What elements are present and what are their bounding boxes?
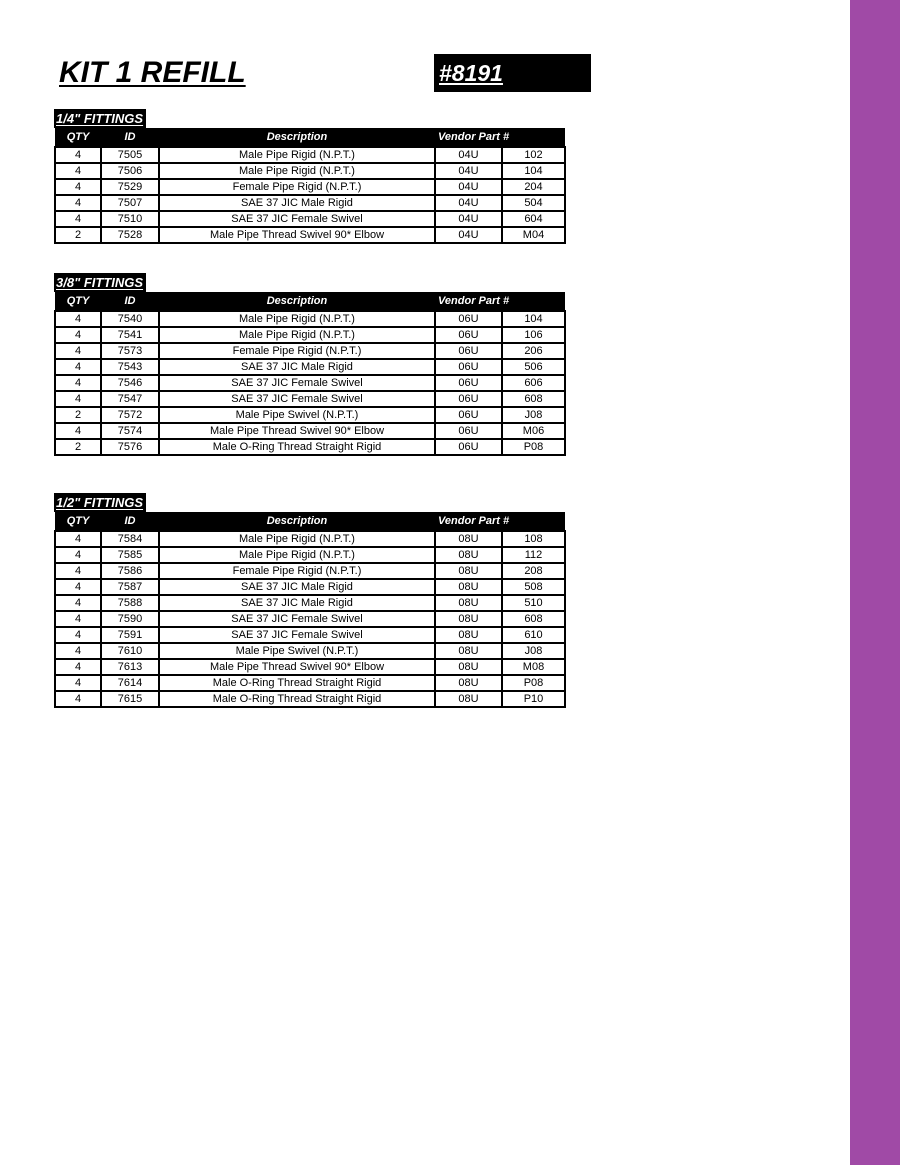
table-row (55, 627, 565, 643)
description-cell: Female Pipe Rigid (N.P.T.) (159, 563, 435, 579)
id-cell: 7547 (101, 391, 159, 407)
vendor-part-cell: 208 (502, 563, 565, 579)
description-cell: Male Pipe Swivel (N.P.T.) (159, 407, 435, 423)
vendor-prefix-cell: 06U (435, 359, 502, 375)
vendor-part-cell: 504 (502, 195, 565, 211)
vendor-part-header: Vendor Part # (435, 512, 565, 531)
description-cell: Male Pipe Rigid (N.P.T.) (159, 147, 435, 163)
vendor-part-cell: 102 (502, 147, 565, 163)
description-cell: SAE 37 JIC Female Swivel (159, 211, 435, 227)
description-cell: SAE 37 JIC Male Rigid (159, 195, 435, 211)
description-header: Description (159, 128, 435, 147)
vendor-part-cell: 206 (502, 343, 565, 359)
id-cell: 7543 (101, 359, 159, 375)
vendor-part-cell: 108 (502, 531, 565, 547)
description-cell: SAE 37 JIC Female Swivel (159, 627, 435, 643)
description-cell: Male Pipe Swivel (N.P.T.) (159, 643, 435, 659)
table-row (55, 391, 565, 407)
description-cell: Male Pipe Thread Swivel 90* Elbow (159, 659, 435, 675)
table-row (55, 579, 565, 595)
vendor-part-cell: 604 (502, 211, 565, 227)
qty-header: QTY (55, 512, 101, 531)
qty-header: QTY (55, 128, 101, 147)
section-three-eighths-inch (54, 273, 564, 456)
id-cell: 7505 (101, 147, 159, 163)
description-cell: Male Pipe Rigid (N.P.T.) (159, 547, 435, 563)
table-row (55, 179, 565, 195)
vendor-prefix-cell: 06U (435, 375, 502, 391)
vendor-part-cell: M04 (502, 227, 565, 243)
section-quarter-inch (54, 109, 564, 244)
vendor-prefix-cell: 04U (435, 195, 502, 211)
vendor-prefix-cell: 08U (435, 579, 502, 595)
vendor-part-cell: 106 (502, 327, 565, 343)
description-cell: Female Pipe Rigid (N.P.T.) (159, 179, 435, 195)
id-cell: 7614 (101, 675, 159, 691)
section-title-bar (54, 109, 564, 128)
description-cell: Male O-Ring Thread Straight Rigid (159, 675, 435, 691)
table-row (55, 595, 565, 611)
section-title: 1/4" FITTINGS (54, 109, 146, 128)
vendor-prefix-cell: 06U (435, 327, 502, 343)
fittings-table (54, 292, 566, 456)
vendor-part-cell: 608 (502, 611, 565, 627)
id-cell: 7529 (101, 179, 159, 195)
qty-cell: 4 (55, 311, 101, 327)
id-cell: 7585 (101, 547, 159, 563)
table-header-row (55, 128, 565, 147)
description-cell: Male Pipe Thread Swivel 90* Elbow (159, 423, 435, 439)
description-cell: Male O-Ring Thread Straight Rigid (159, 691, 435, 707)
vendor-prefix-cell: 08U (435, 547, 502, 563)
qty-cell: 2 (55, 227, 101, 243)
description-cell: SAE 37 JIC Female Swivel (159, 391, 435, 407)
qty-cell: 4 (55, 675, 101, 691)
id-cell: 7613 (101, 659, 159, 675)
vendor-part-cell: J08 (502, 407, 565, 423)
vendor-part-cell: 610 (502, 627, 565, 643)
vendor-part-cell: M06 (502, 423, 565, 439)
qty-cell: 4 (55, 359, 101, 375)
vendor-prefix-cell: 08U (435, 563, 502, 579)
vendor-prefix-cell: 04U (435, 211, 502, 227)
id-cell: 7588 (101, 595, 159, 611)
description-cell: SAE 37 JIC Female Swivel (159, 375, 435, 391)
id-header: ID (101, 128, 159, 147)
vendor-part-cell: P10 (502, 691, 565, 707)
id-header: ID (101, 512, 159, 531)
qty-cell: 4 (55, 163, 101, 179)
qty-cell: 4 (55, 659, 101, 675)
qty-cell: 4 (55, 643, 101, 659)
qty-cell: 4 (55, 423, 101, 439)
table-row (55, 547, 565, 563)
vendor-part-cell: J08 (502, 643, 565, 659)
qty-cell: 4 (55, 147, 101, 163)
id-cell: 7528 (101, 227, 159, 243)
vendor-part-cell: 606 (502, 375, 565, 391)
vendor-part-cell: 112 (502, 547, 565, 563)
id-cell: 7584 (101, 531, 159, 547)
table-row (55, 531, 565, 547)
description-cell: SAE 37 JIC Male Rigid (159, 359, 435, 375)
qty-cell: 4 (55, 327, 101, 343)
vendor-part-cell: 608 (502, 391, 565, 407)
vendor-part-header: Vendor Part # (435, 128, 565, 147)
id-cell: 7507 (101, 195, 159, 211)
qty-cell: 4 (55, 391, 101, 407)
vendor-prefix-cell: 06U (435, 439, 502, 455)
table-row (55, 423, 565, 439)
id-cell: 7590 (101, 611, 159, 627)
id-header: ID (101, 292, 159, 311)
qty-cell: 4 (55, 547, 101, 563)
table-row (55, 659, 565, 675)
qty-cell: 4 (55, 195, 101, 211)
side-accent-bar (850, 0, 900, 1165)
vendor-part-cell: 104 (502, 311, 565, 327)
table-row (55, 439, 565, 455)
vendor-part-cell: 508 (502, 579, 565, 595)
section-half-inch (54, 493, 564, 708)
vendor-prefix-cell: 06U (435, 423, 502, 439)
vendor-prefix-cell: 08U (435, 675, 502, 691)
table-row (55, 563, 565, 579)
vendor-part-cell: M08 (502, 659, 565, 675)
vendor-prefix-cell: 08U (435, 531, 502, 547)
qty-cell: 4 (55, 611, 101, 627)
qty-cell: 2 (55, 407, 101, 423)
vendor-prefix-cell: 06U (435, 391, 502, 407)
id-cell: 7576 (101, 439, 159, 455)
vendor-part-cell: 104 (502, 163, 565, 179)
description-cell: Male Pipe Rigid (N.P.T.) (159, 311, 435, 327)
vendor-prefix-cell: 06U (435, 343, 502, 359)
vendor-prefix-cell: 08U (435, 595, 502, 611)
vendor-part-cell: 204 (502, 179, 565, 195)
vendor-part-header: Vendor Part # (435, 292, 565, 311)
vendor-part-cell: 510 (502, 595, 565, 611)
id-cell: 7586 (101, 563, 159, 579)
vendor-part-cell: P08 (502, 675, 565, 691)
description-header: Description (159, 512, 435, 531)
qty-header: QTY (55, 292, 101, 311)
id-cell: 7587 (101, 579, 159, 595)
table-row (55, 311, 565, 327)
vendor-prefix-cell: 04U (435, 179, 502, 195)
kit-number: #8191 (439, 60, 503, 86)
qty-cell: 4 (55, 179, 101, 195)
vendor-prefix-cell: 08U (435, 627, 502, 643)
qty-cell: 4 (55, 531, 101, 547)
section-title: 3/8" FITTINGS (54, 273, 146, 292)
vendor-prefix-cell: 04U (435, 227, 502, 243)
qty-cell: 4 (55, 211, 101, 227)
qty-cell: 4 (55, 627, 101, 643)
vendor-prefix-cell: 06U (435, 407, 502, 423)
kit-number-box (434, 54, 591, 92)
description-header: Description (159, 292, 435, 311)
vendor-prefix-cell: 08U (435, 659, 502, 675)
table-row (55, 195, 565, 211)
id-cell: 7610 (101, 643, 159, 659)
fittings-table (54, 512, 566, 708)
id-cell: 7574 (101, 423, 159, 439)
table-row (55, 611, 565, 627)
table-row (55, 407, 565, 423)
table-row (55, 147, 565, 163)
table-row (55, 643, 565, 659)
vendor-prefix-cell: 04U (435, 147, 502, 163)
section-title: 1/2" FITTINGS (54, 493, 146, 512)
description-cell: SAE 37 JIC Male Rigid (159, 579, 435, 595)
description-cell: Male Pipe Rigid (N.P.T.) (159, 531, 435, 547)
id-cell: 7572 (101, 407, 159, 423)
vendor-prefix-cell: 08U (435, 691, 502, 707)
vendor-prefix-cell: 04U (435, 163, 502, 179)
table-row (55, 227, 565, 243)
qty-cell: 4 (55, 375, 101, 391)
table-header-row (55, 512, 565, 531)
qty-cell: 4 (55, 563, 101, 579)
qty-cell: 4 (55, 343, 101, 359)
table-row (55, 343, 565, 359)
vendor-prefix-cell: 06U (435, 311, 502, 327)
vendor-prefix-cell: 08U (435, 611, 502, 627)
description-cell: Female Pipe Rigid (N.P.T.) (159, 343, 435, 359)
description-cell: Male Pipe Rigid (N.P.T.) (159, 163, 435, 179)
id-cell: 7573 (101, 343, 159, 359)
table-row (55, 375, 565, 391)
id-cell: 7541 (101, 327, 159, 343)
qty-cell: 4 (55, 691, 101, 707)
table-header-row (55, 292, 565, 311)
table-row (55, 327, 565, 343)
qty-cell: 4 (55, 595, 101, 611)
fittings-table (54, 128, 566, 244)
description-cell: Male Pipe Rigid (N.P.T.) (159, 327, 435, 343)
id-cell: 7506 (101, 163, 159, 179)
table-row (55, 675, 565, 691)
id-cell: 7591 (101, 627, 159, 643)
section-title-bar (54, 273, 564, 292)
table-row (55, 163, 565, 179)
section-title-bar (54, 493, 564, 512)
page-title: KIT 1 REFILL (59, 56, 246, 89)
table-row (55, 211, 565, 227)
id-cell: 7615 (101, 691, 159, 707)
id-cell: 7510 (101, 211, 159, 227)
description-cell: SAE 37 JIC Female Swivel (159, 611, 435, 627)
vendor-prefix-cell: 08U (435, 643, 502, 659)
qty-cell: 2 (55, 439, 101, 455)
description-cell: Male Pipe Thread Swivel 90* Elbow (159, 227, 435, 243)
description-cell: Male O-Ring Thread Straight Rigid (159, 439, 435, 455)
qty-cell: 4 (55, 579, 101, 595)
table-row (55, 359, 565, 375)
vendor-part-cell: P08 (502, 439, 565, 455)
vendor-part-cell: 506 (502, 359, 565, 375)
description-cell: SAE 37 JIC Male Rigid (159, 595, 435, 611)
id-cell: 7540 (101, 311, 159, 327)
table-row (55, 691, 565, 707)
id-cell: 7546 (101, 375, 159, 391)
